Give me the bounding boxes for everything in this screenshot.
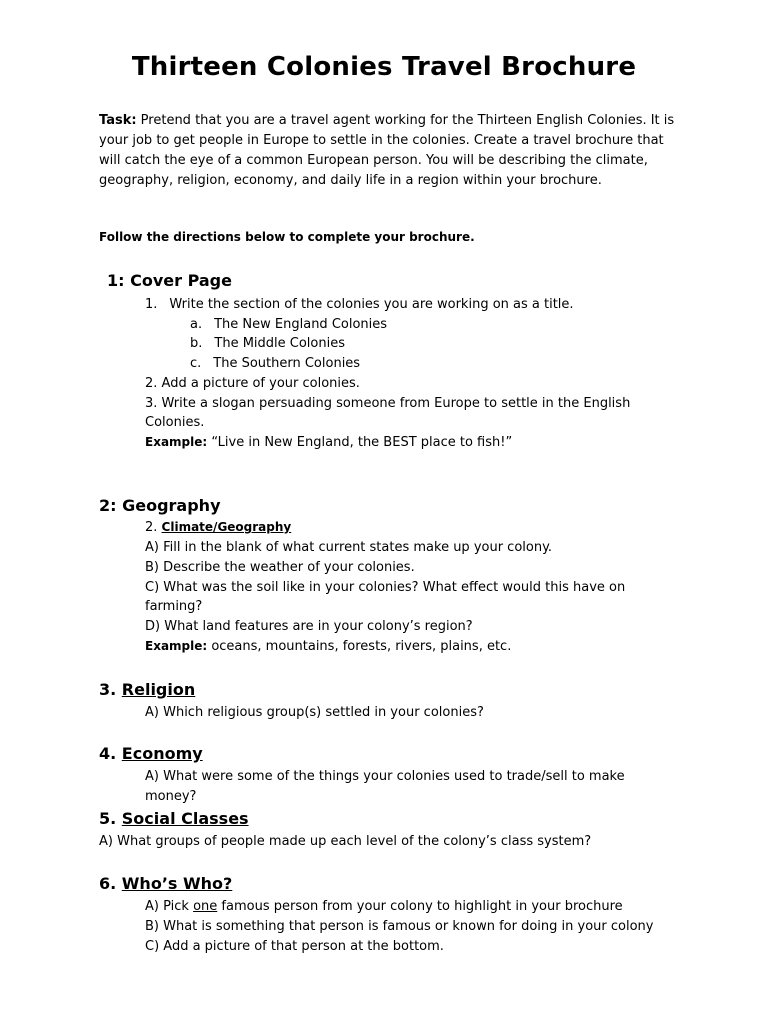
list-item: B) Describe the weather of your colonies. xyxy=(145,560,415,575)
example-line xyxy=(145,434,512,451)
subsection-number: 2. xyxy=(145,520,162,535)
list-item xyxy=(145,296,574,313)
example-label: Example: xyxy=(145,639,208,653)
sublist-text: The Southern Colonies xyxy=(213,356,361,371)
sublist-item xyxy=(190,316,387,333)
task-text: Pretend that you are a travel agent working for the Thirteen English Colonies. It is your job to get people in Europe to settle in the colonies. Create a travel brochure that will catch the eye of a common European person. You will be describing the climate, geography, religion, economy, and daily life in a region within your brochure. xyxy=(99,113,675,188)
sublist-mark: b. xyxy=(190,336,203,351)
list-item: A) What groups of people made up each level of the colony’s class system? xyxy=(99,834,592,849)
section-title: Social Classes xyxy=(121,809,249,828)
list-item: 2. Add a picture of your colonies. xyxy=(145,376,360,391)
section-title: Religion xyxy=(121,680,196,699)
sublist-text: The New England Colonies xyxy=(214,317,388,332)
section-number: 6. xyxy=(99,874,122,893)
emphasis-word: one xyxy=(193,899,218,914)
section-number: 4. xyxy=(99,744,122,763)
list-item: A) What were some of the things your colonies used to trade/sell to make xyxy=(145,769,625,784)
example-label: Example: xyxy=(145,435,208,449)
list-item-text: A) Pick xyxy=(145,899,194,914)
section-title: Economy xyxy=(121,744,203,763)
list-number: 1. xyxy=(145,297,158,312)
list-item-continuation: farming? xyxy=(145,599,203,614)
list-item xyxy=(145,898,623,915)
list-item-continuation: money? xyxy=(145,789,197,804)
list-item: C) What was the soil like in your colonies? What effect would this have on xyxy=(145,580,626,595)
follow-directions: Follow the directions below to complete your brochure. xyxy=(99,230,475,244)
list-item-text: Write the section of the colonies you are working on as a title. xyxy=(169,297,574,312)
list-item: A) Fill in the blank of what current states make up your colony. xyxy=(145,540,553,555)
list-item: B) What is something that person is famous or known for doing in your colony xyxy=(145,919,654,934)
subsection-title xyxy=(145,519,291,536)
example-line xyxy=(145,638,511,655)
section-heading-social-classes xyxy=(99,809,249,828)
sublist-item xyxy=(190,335,345,352)
example-text: oceans, mountains, forests, rivers, plains, etc. xyxy=(207,639,512,654)
sublist-text: The Middle Colonies xyxy=(214,336,345,351)
list-item-text: famous person from your colony to highlight in your brochure xyxy=(217,899,623,914)
section-number: 5. xyxy=(99,809,122,828)
sublist-mark: a. xyxy=(190,317,203,332)
list-item: A) Which religious group(s) settled in your colonies? xyxy=(145,705,484,720)
list-item-continuation: Colonies. xyxy=(145,415,205,430)
example-text: “Live in New England, the BEST place to fish!” xyxy=(207,435,513,450)
sublist-mark: c. xyxy=(190,356,202,371)
section-heading-whos-who xyxy=(99,874,232,893)
section-heading-cover-page: 1: Cover Page xyxy=(107,271,232,290)
task-paragraph xyxy=(99,111,679,191)
list-item: 3. Write a slogan persuading someone from Europe to settle in the English xyxy=(145,396,631,411)
task-label: Task: xyxy=(99,113,137,128)
section-heading-religion xyxy=(99,680,195,699)
page-title: Thirteen Colonies Travel Brochure xyxy=(131,52,637,82)
section-title: Who’s Who? xyxy=(121,874,233,893)
sublist-item xyxy=(190,355,360,372)
section-heading-economy xyxy=(99,744,203,763)
section-number: 3. xyxy=(99,680,122,699)
section-heading-geography: 2: Geography xyxy=(99,496,221,515)
list-item: D) What land features are in your colony’s region? xyxy=(145,619,473,634)
subsection-title-text: Climate/Geography xyxy=(161,520,292,534)
list-item: C) Add a picture of that person at the bottom. xyxy=(145,939,444,954)
